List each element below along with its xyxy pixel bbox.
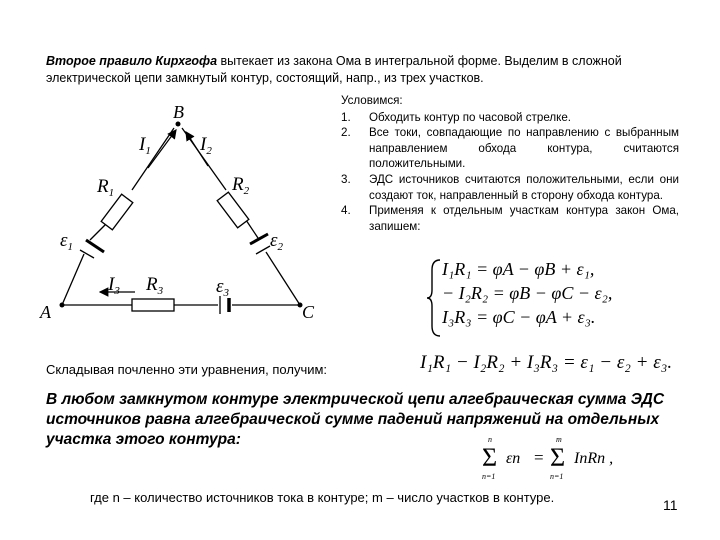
svg-text:Σ: Σ: [550, 443, 566, 472]
equation-system: [442, 257, 612, 329]
i2-label: $I_2$: [200, 134, 212, 157]
condition-item: 4. Применяя к отдельным участкам контура закон Ома, запишем:: [341, 204, 679, 233]
page-number: 11: [663, 497, 678, 513]
condition-item: 3. ЭДС источников считаются положительными, если они создают ток, направленный в сторону обхода контура.: [341, 172, 679, 202]
i1-label: $I_1$: [139, 134, 151, 157]
svg-text:εn: εn: [506, 450, 521, 467]
r1-label: $R_1$: [97, 176, 115, 199]
condition-item: 2. Все токи, совпадающие по направлению с выбранным направлением обхода контура, считаются положительными.: [341, 126, 679, 171]
node-a-label: A: [40, 302, 51, 322]
equation-3: I₃R₃ = φC − φA + ε₃.: [442, 307, 596, 327]
svg-text:=: =: [534, 448, 544, 467]
svg-text:n=1: n=1: [550, 472, 564, 481]
node-b-dot: [176, 122, 181, 127]
svg-text:n: n: [488, 435, 492, 444]
condition-item: 1. Обходить контур по часовой стрелке.: [341, 110, 572, 124]
current-arrow-i1: [148, 130, 176, 168]
result-equation: [420, 352, 672, 374]
circuit-diagram: [30, 100, 330, 325]
resistor-r2: [217, 192, 249, 228]
equation-brace: [426, 258, 442, 338]
intro-paragraph: [46, 53, 696, 87]
equation-1: I₁R₁ = φA − φB + ε₁,: [442, 259, 595, 279]
e1-label: $\varepsilon_1$: [60, 230, 73, 253]
result-rhs: ε₁ − ε₂ + ε₃.: [580, 352, 673, 373]
e2-label: $\varepsilon_2$: [270, 230, 283, 253]
conditions-list: [341, 93, 679, 234]
svg-text:InRn ,: InRn ,: [574, 450, 614, 467]
node-c-label: C: [302, 302, 315, 322]
e3-label: $\varepsilon_3$: [216, 276, 229, 299]
svg-text:Σ: Σ: [482, 443, 498, 472]
summing-text: Складывая почленно эти уравнения, получим:: [46, 362, 328, 377]
conditions-heading: Условимся:: [341, 94, 403, 107]
sum-formula: [470, 433, 638, 483]
resistor-r3: [132, 299, 174, 311]
resistor-r1: [101, 194, 133, 230]
equation-2: − I₂R₂ = φB − φC − ε₂,: [442, 283, 613, 303]
node-a-dot: [60, 303, 65, 308]
intro-bold-term: Второе правило Кирхгофа: [46, 54, 218, 68]
result-lhs: I₁R₁ − I₂R₂ + I₃R₃ =: [420, 352, 581, 373]
svg-text:n=1: n=1: [482, 472, 496, 481]
emf2-symbol: [250, 234, 270, 254]
svg-text:m: m: [556, 435, 562, 444]
i3-label: $I_3$: [108, 274, 120, 297]
intro-text: вытекает из закона Ома в интегральной форме. Выделим в сложной электрической цепи замкнутый контур, состоящий, напр., из трех участков.: [46, 54, 622, 85]
node-b-label: B: [173, 102, 184, 122]
r2-label: $R_2$: [232, 174, 250, 197]
footer-note: где n – количество источников тока в контуре; m – число участков в контуре.: [90, 490, 555, 505]
law-statement: В любом замкнутом контуре электрической цепи алгебраическая сумма ЭДС источников равна алгебраической сумме падений напряжений на отдельных участка этого контура:: [46, 391, 665, 448]
r3-label: $R_3$: [146, 274, 164, 297]
